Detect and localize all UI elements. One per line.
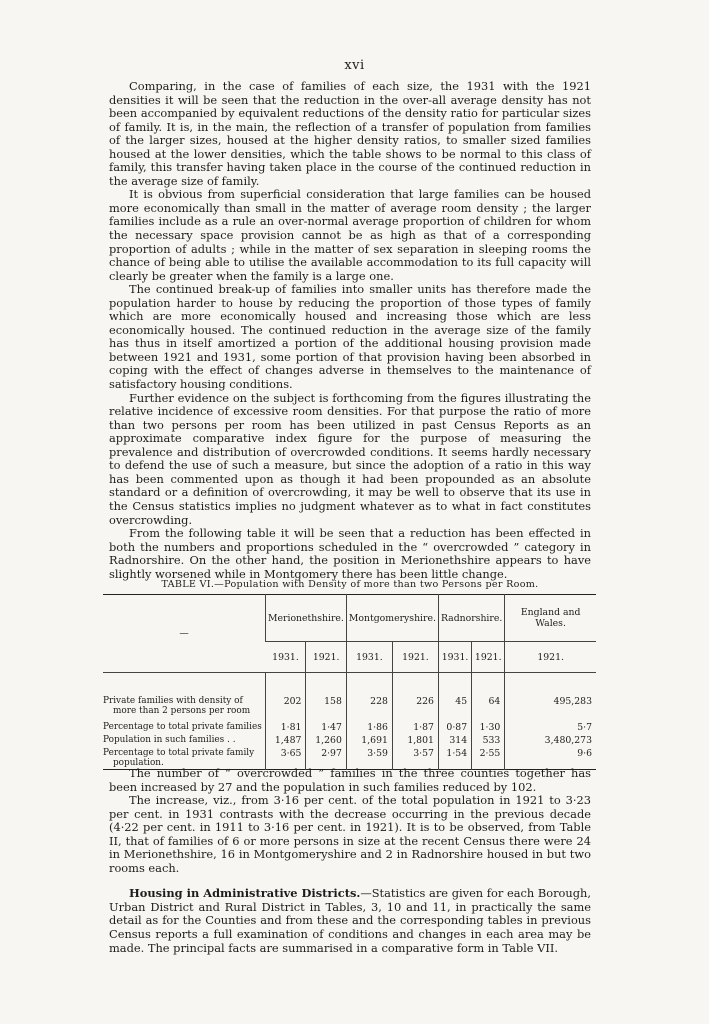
row-label <box>103 695 266 721</box>
text-after-table <box>109 767 591 955</box>
table-cell: 3·65 <box>266 747 306 770</box>
row-label-line: Percentage to total private family <box>103 748 255 758</box>
table-cell: 1·81 <box>266 721 306 734</box>
table-spacer-row <box>103 673 596 696</box>
page-number: xvi <box>344 58 365 73</box>
county-header-england-wales: England and Wales. <box>505 595 596 642</box>
stub-header: — <box>103 595 266 673</box>
table-cell: 3,480,273 <box>505 734 596 747</box>
paragraph-overcrowding-measure: Further evidence on the subject is forthcoming from the figures illustrating the relative incidence of excessive room densities. For that purpose the ratio of more than two persons per room has been utilized in past Census Reports as an approximate comparative index figure for the purpose of measuring the prevalence and distribution of overcrowded conditions. It seems hardly necessary to defend the use of such a measure, but since the adoption of a ratio in this way has been commented upon as though it had been propounded as an absolute standard or a definition of overcrowding, it may be well to observe that its use in the Census statistics implies no judgment whatever as to what in fact constitutes overcrowding. <box>109 390 591 527</box>
row-label-line: more than 2 persons per room <box>113 706 251 716</box>
table-container <box>103 594 596 770</box>
row-label: Percentage to total private families <box>103 722 262 732</box>
body-text <box>109 80 591 581</box>
year-header: 1921. <box>505 642 596 673</box>
year-header: 1931. <box>266 642 306 673</box>
year-header: 1921. <box>306 642 346 673</box>
row-label-line: Private families with density of <box>103 696 243 706</box>
table-cell: 2·97 <box>306 747 346 770</box>
table-cell: 1·30 <box>472 721 505 734</box>
table-cell: 1,801 <box>392 734 438 747</box>
table-cell: 1,691 <box>346 734 392 747</box>
table-cell: 5·7 <box>505 721 596 734</box>
paragraph-family-breakup: The continued break-up of families into smaller units has therefore made the population harder to house by reducing the proportion of those types of family which are more economically housed and increasing those which are less economically housed. The continued reduction in the average size of the family has thus in itself amortized a portion of the additional housing provision made between 1921 and 1931, some portion of that provision having been absorbed in coping with the effect of changes adverse in themselves to the maintenance of satisfactory housing conditions. <box>109 282 591 392</box>
paragraph-overcrowded-count: The number of “ overcrowded ” families in the three counties together has been increased by 27 and the population in such families reduced by 102. <box>109 766 591 794</box>
county-header-merioneth: Merionethshire. <box>266 595 347 642</box>
table-cell: 1·87 <box>392 721 438 734</box>
table-cell: 2·55 <box>472 747 505 770</box>
table-cell: 228 <box>346 695 392 721</box>
table-row <box>103 721 596 734</box>
table-cell: 533 <box>472 734 505 747</box>
year-header: 1931. <box>346 642 392 673</box>
table-cell: 158 <box>306 695 346 721</box>
table-cell: 9·6 <box>505 747 596 770</box>
overcrowding-table <box>103 594 596 770</box>
table-cell: 226 <box>392 695 438 721</box>
table-cell: 1·47 <box>306 721 346 734</box>
county-header-radnor: Radnorshire. <box>438 595 504 642</box>
section-heading: Housing in Administrative Districts. <box>129 886 361 901</box>
table-title: TABLE VI.—Population with Density of more than two Persons per Room. <box>161 579 539 590</box>
table-cell: 45 <box>438 695 471 721</box>
section-text: —Statistics are given for each Borough, Urban District and Rural District in Tables, 3, 10 and 11, in practically the same detail as for the Counties and from these and the corresponding tables in previous Census reports a full examination of conditions and changes in each area may be made. The principal facts are summarised in a comparative form in Table VII. <box>109 886 591 955</box>
row-label: Population in such families . . <box>103 735 236 745</box>
paragraph-following-table: From the following table it will be seen that a reduction has been effected in both the numbers and proportions scheduled in the “ overcrowded ” category in Radnorshire. On the other hand, the position in Merionethshire appears to have slightly worsened while in Montgomery there has been little change. <box>109 526 591 581</box>
table-cell: 202 <box>266 695 306 721</box>
table-cell: 495,283 <box>505 695 596 721</box>
paragraph-large-families: It is obvious from superficial consideration that large families can be housed more economically than small in the matter of average room density ; the larger families include as a rule an over-normal average proportion of children for whom the necessary space provision cannot be as high as that of a corresponding proportion of adults ; while in the matter of sex separation in sleeping rooms the chance of being able to utilise the available accommodation to its full capacity will clearly be greater when the family is a large one. <box>109 187 591 283</box>
row-label-line: population. <box>113 758 164 768</box>
table-row <box>103 734 596 747</box>
table-cell: 1·86 <box>346 721 392 734</box>
table-cell: 1·54 <box>438 747 471 770</box>
table-cell: 3·57 <box>392 747 438 770</box>
table-cell: 1,487 <box>266 734 306 747</box>
year-header: 1931. <box>438 642 471 673</box>
year-header: 1921. <box>392 642 438 673</box>
table-cell: 3·59 <box>346 747 392 770</box>
table-cell: 314 <box>438 734 471 747</box>
table-cell: 0·87 <box>438 721 471 734</box>
paragraph-increase: The increase, viz., from 3·16 per cent. of the total population in 1921 to 3·23 per cent. in 1931 contrasts with the decrease occurring in the previous decade (4·22 per cent. in 1911 to 3·16 per cent. in 1921). It is to be observed, from Table II, that of families of 6 or more persons in size at the recent Census there were 24 in Merionethshire, 16 in Montgomeryshire and 2 in Radnorshire housed in but two rooms each. <box>109 793 591 875</box>
county-header-montgomery: Montgomeryshire. <box>346 595 438 642</box>
paragraph-comparing-densities: Comparing, in the case of families of each size, the 1931 with the 1921 densities it will be seen that the reduction in the over-all average density has not been accompanied by equivalent reductions of the density ratio for particular sizes of family. It is, in the main, the reflection of a transfer of population from families of the larger sizes, housed at the higher density ratios, to smaller sized families housed at the lower densities, which the table shows to be normal to this class of family, this transfer having taken place in the course of the continued reduction in the average size of family. <box>109 79 591 188</box>
table-cell: 1,260 <box>306 734 346 747</box>
table-cell: 64 <box>472 695 505 721</box>
table-row <box>103 695 596 721</box>
year-header: 1921. <box>472 642 505 673</box>
paragraph-housing-districts <box>109 887 591 955</box>
